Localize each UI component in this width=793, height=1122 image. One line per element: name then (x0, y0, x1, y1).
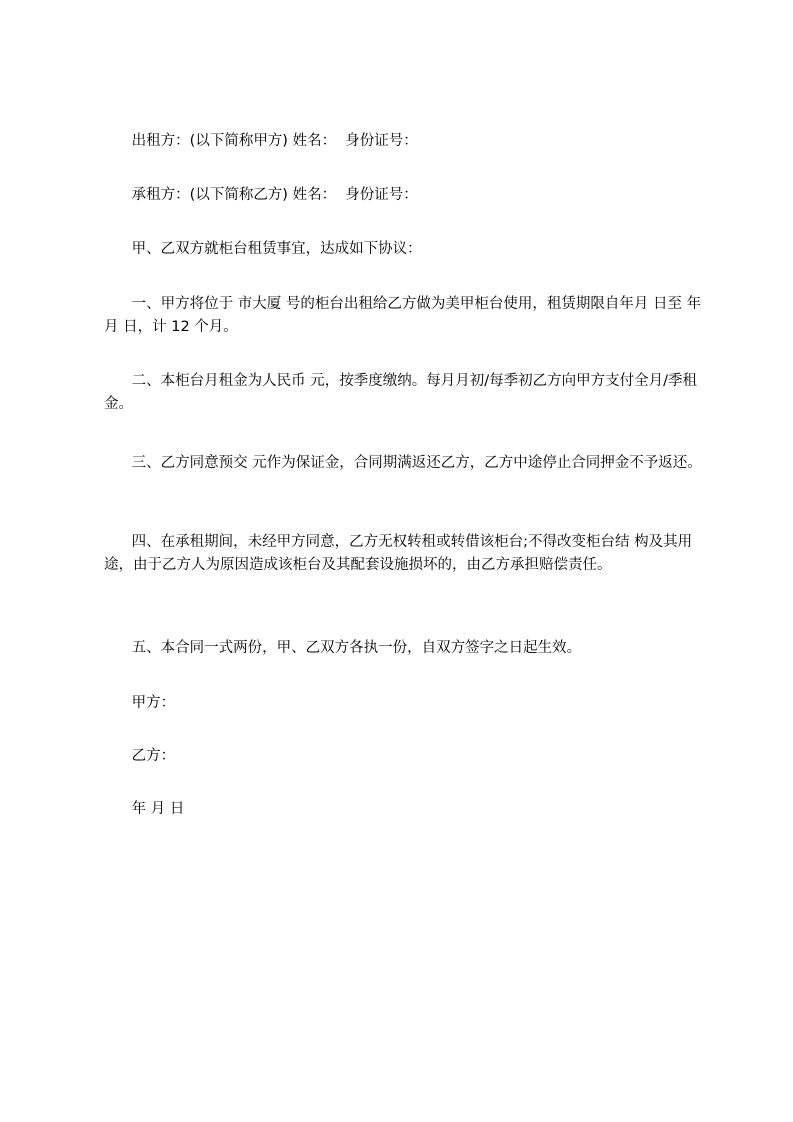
clause-1: 一、甲方将位于 市大厦 号的柜台出租给乙方做为美甲柜台使用，租赁期限自年月 日至 年 月 日，计 12 个月。 (104, 296, 706, 335)
clause-5: 五、本合同一式两份，甲、乙双方各执一份，自双方签字之日起生效。 (104, 640, 582, 656)
lessor-line: 出租方：(以下简称甲方) 姓名： 身份证号： (104, 133, 418, 149)
intro-line: 甲、乙双方就柜台租赁事宜，达成如下协议： (104, 241, 422, 257)
lessee-line: 承租方：(以下简称乙方) 姓名： 身份证号： (104, 187, 418, 203)
signature-party-a: 甲方： (104, 695, 176, 711)
signature-party-b: 乙方： (104, 748, 176, 764)
clause-2: 二、本柜台月租金为人民币 元，按季度缴纳。每月月初/每季初乙方向甲方支付全月/季租金。 (104, 373, 698, 412)
signature-date: 年 月 日 (104, 801, 185, 817)
clause-4: 四、在承租期间，未经甲方同意，乙方无权转租或转借该柜台;不得改变柜台结 构及其用途，由于乙方人为原因造成该柜台及其配套设施损坏的，由乙方承担赔偿责任。 (104, 534, 693, 573)
clause-3: 三、乙方同意预交 元作为保证金，合同期满返还乙方，乙方中途停止合同押金不予返还。 (104, 455, 702, 471)
